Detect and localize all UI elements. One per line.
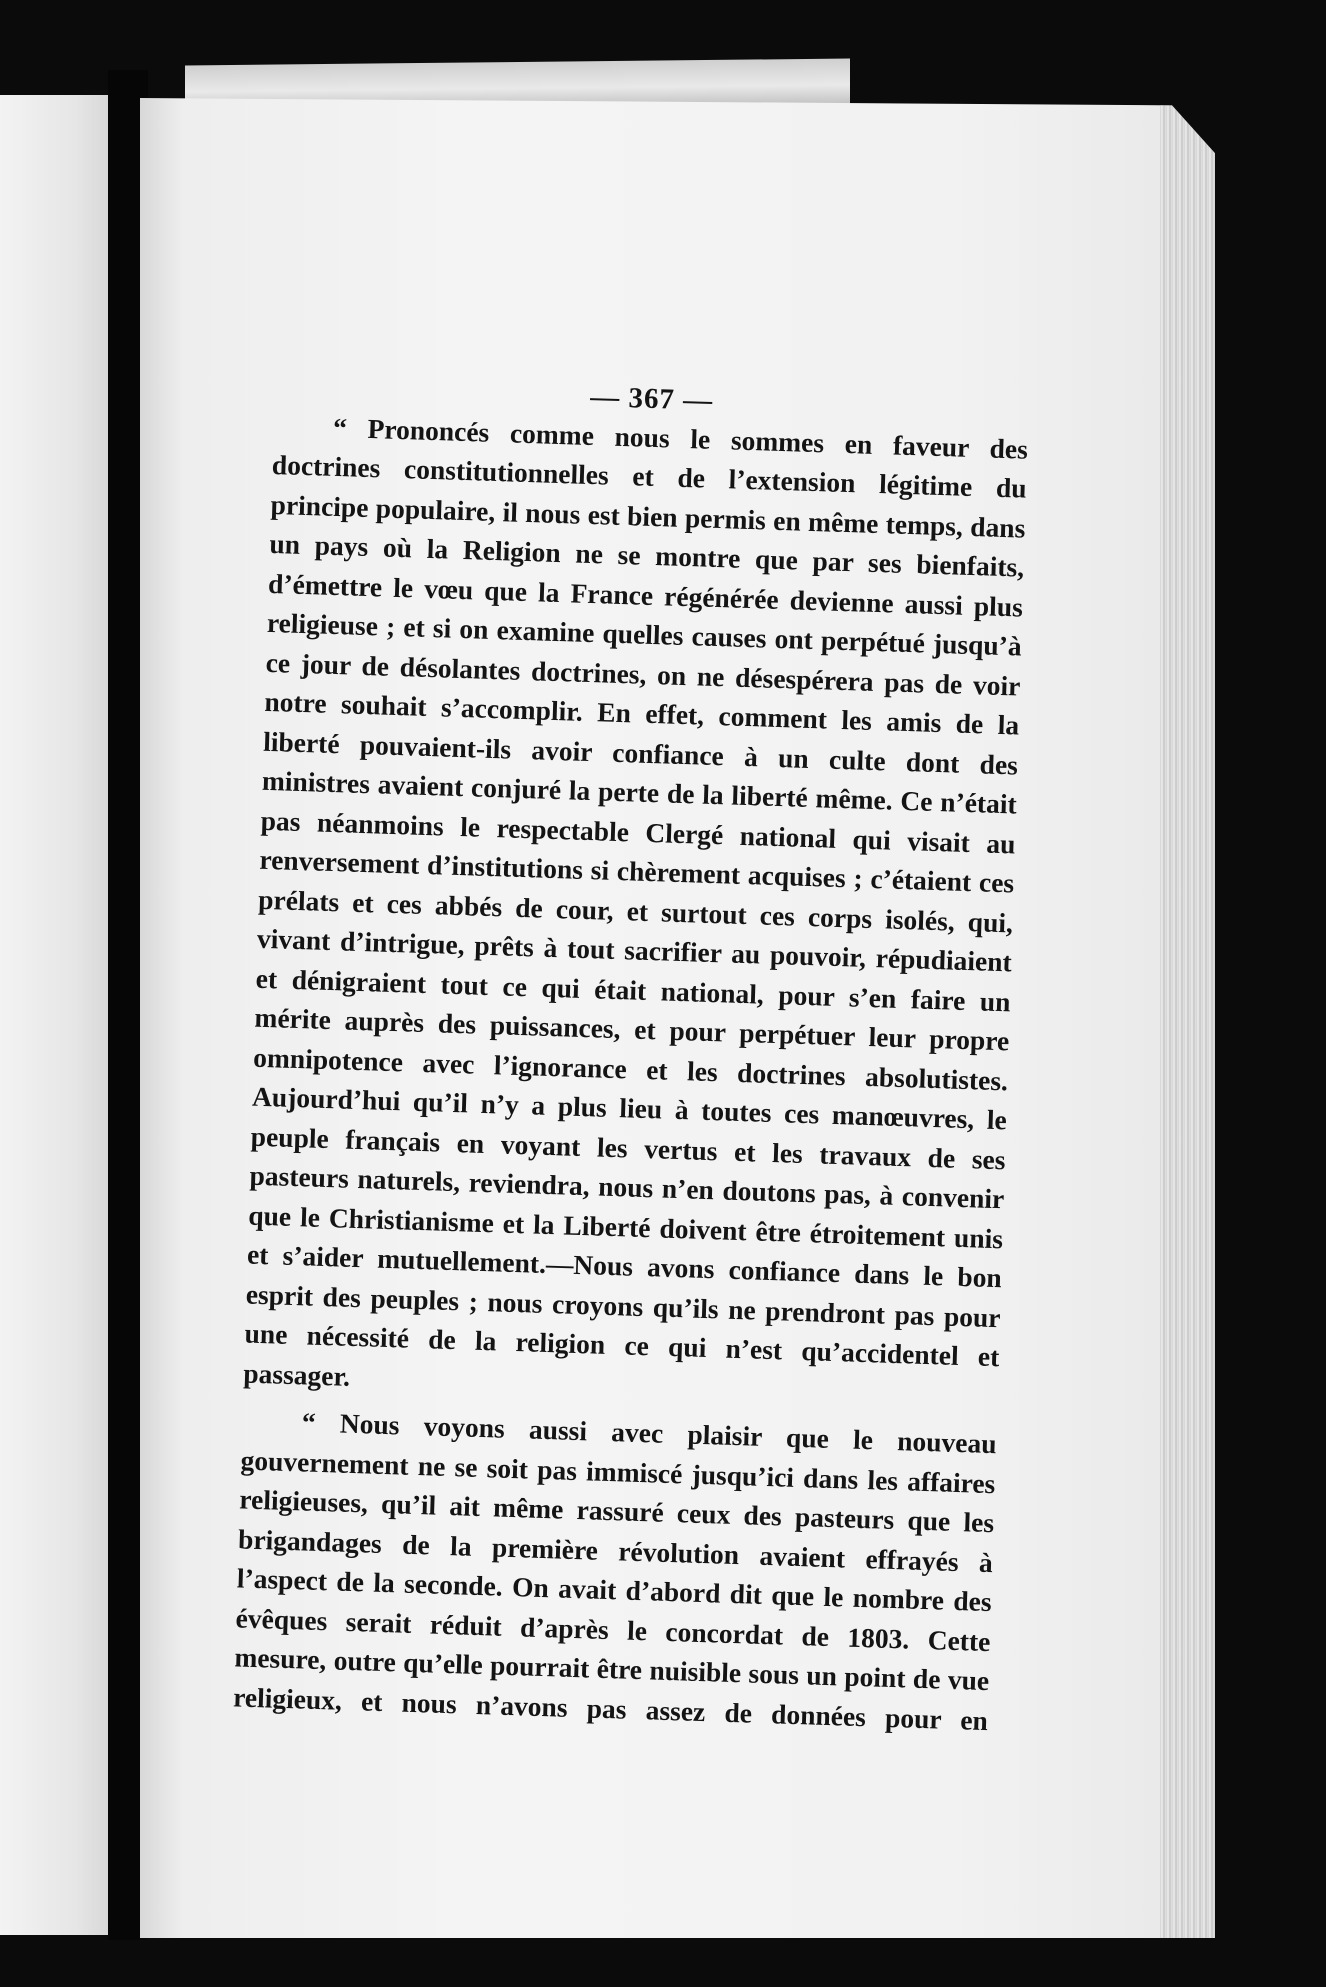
paragraph-1: “ Prononcés comme nous le sommes en faveur des doctrines constitutionnelles et de l’extension légitime du principe populaire, il nous est bien permis en même temps, dans un pays où la Religion ne se montre que par ses bienfaits, d’émettre le vœu que la France régénérée devienne aussi plus religieuse ; et si on examine quelles causes ont perpétué jusqu’à ce jour de désolantes doctrines, on ne désespérera pas de voir notre souhait s’accomplir. En effet, comment les amis de la liberté pouvaient-ils avoir confiance à un culte dont des ministres avaient conjuré la perte de la liberté même. Ce n’était pas néanmoins le respectable Clergé national qui visait au renversement d’institutions si chèrement acquises ; c’étaient ces prélats et ces abbés de cour, et surtout ces corps isolés, qui, vivant d’intrigue, prêts à tout sacrifier au pouvoir, répudiaient et dénigraient tout ce qui était national, pour s’en faire un mérite auprès des puissances, et pour perpétuer leur propre omnipotence avec l’ignorance et les doctrines absolutistes. Aujourd’hui qu’il n’y a plus lieu à toutes ces manœuvres, le peuple français en voyant les vertus et les travaux de ses pasteurs naturels, reviendra, nous n’en doutons pas, à convenir que le Christianisme et la Liberté doivent être étroitement unis et s’aider mutuellement.—Nous avons confiance dans le bon esprit des peuples ; nous croyons qu’ils ne prendront pas pour une nécessité de la religion ce qui n’est qu’accidentel et passager. — [242, 411, 1029, 1392]
page-text-block — [233, 368, 1030, 1740]
paragraph-2: “ Nous voyons aussi avec plaisir que le nouveau gouvernement ne se soit pas immiscé jusqu’ici dans les affaires religieuses, qu’il ait même rassuré ceux des pasteurs que les brigandages de la première révolution avaient effrayés à l’aspect de la seconde. On avait d’abord dit que le nombre des évêques serait réduit d’après le concordat de 1803. Cette mesure, outre qu’elle pourrait être nuisible sous un point de vue religieux, et nous n’avons pas assez de données pour en — [232, 1406, 998, 1736]
page-number: — 367 — — [589, 380, 714, 417]
page-fore-edge — [1160, 98, 1215, 1938]
facing-page-edge — [0, 95, 108, 1935]
